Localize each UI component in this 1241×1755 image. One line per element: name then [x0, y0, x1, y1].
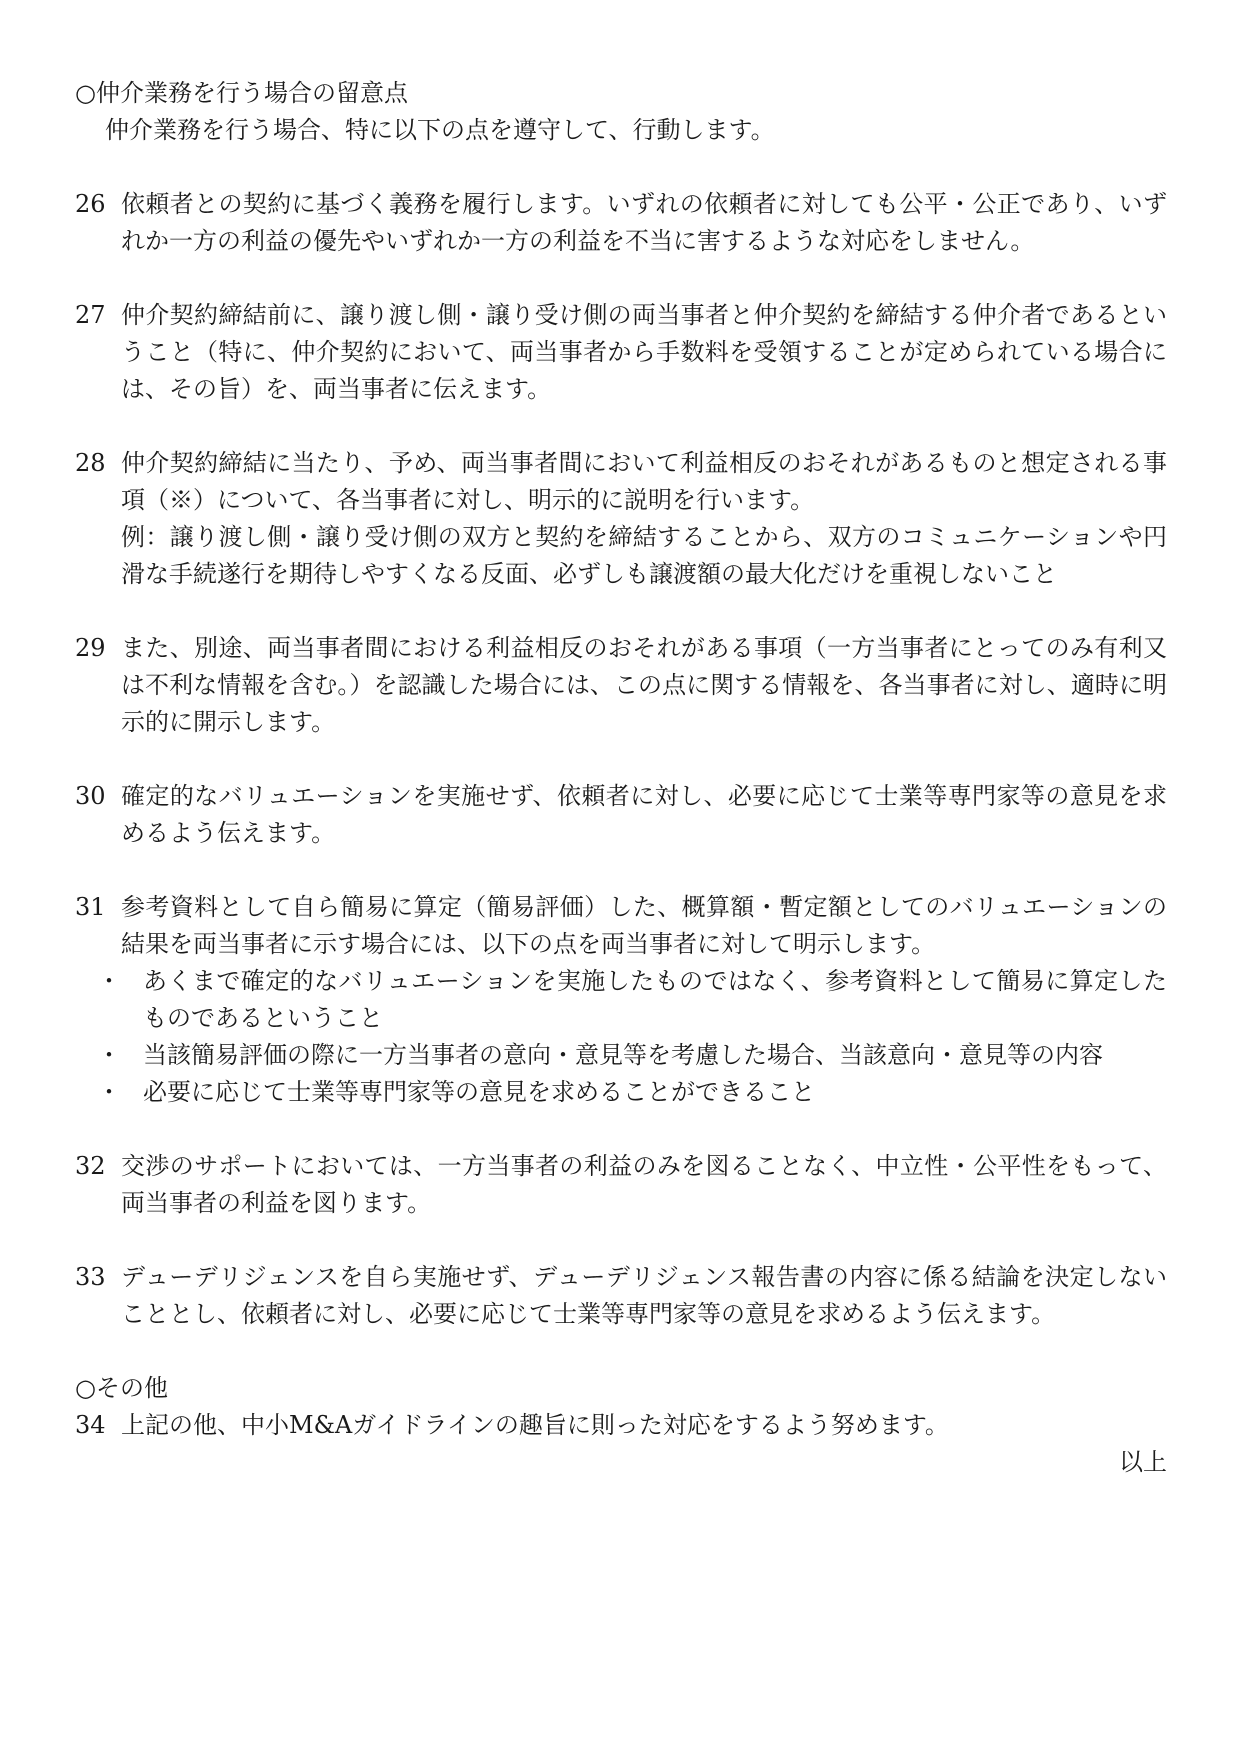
item-text: 上記の他、中小M&Aガイドラインの趣旨に則った対応をするよう努めます。 — [121, 1411, 949, 1439]
bullet-mark: ・ — [97, 1041, 121, 1069]
list-item-30 — [75, 778, 1167, 852]
item-number: 26 — [75, 190, 106, 218]
item-number: 30 — [75, 782, 106, 810]
item-text: 確定的なバリュエーションを実施せず、依頼者に対し、必要に応じて士業等専門家等の意見を求めるよう伝えます。 — [121, 782, 1167, 847]
item-number: 29 — [75, 634, 106, 662]
item-body — [121, 1259, 1167, 1333]
item-number: 28 — [75, 449, 106, 477]
item-body — [121, 186, 1167, 260]
item-number: 31 — [75, 893, 106, 921]
item-body — [121, 297, 1167, 408]
section-intro: 仲介業務を行う場合、特に以下の点を遵守して、行動します。 — [105, 116, 775, 144]
item-number: 34 — [75, 1411, 106, 1439]
item-text: 仲介契約締結前に、譲り渡し側・譲り受け側の両当事者と仲介契約を締結する仲介者であるということ（特に、仲介契約において、両当事者から手数料を受領することが定められている場合には、その旨）を、両当事者に伝えます。 — [121, 301, 1167, 403]
item-text: 依頼者との契約に基づく義務を履行します。いずれの依頼者に対しても公平・公正であり、いずれか一方の利益の優先やいずれか一方の利益を不当に害するような対応をしません。 — [121, 190, 1167, 255]
list-item-32 — [75, 1148, 1167, 1222]
item-body — [121, 1407, 1167, 1444]
bullet-text: 必要に応じて士業等専門家等の意見を求めることができること — [143, 1078, 815, 1106]
item-body — [121, 1148, 1167, 1222]
list-item-27 — [75, 297, 1167, 408]
item-number: 33 — [75, 1263, 106, 1291]
list-item-26 — [75, 186, 1167, 260]
list-item-31 — [75, 889, 1167, 1111]
item-text: 交渉のサポートにおいては、一方当事者の利益のみを図ることなく、中立性・公平性をもって、両当事者の利益を図ります。 — [121, 1152, 1167, 1217]
item-body — [121, 445, 1167, 593]
item-body — [97, 889, 1167, 1111]
list-item-29 — [75, 630, 1167, 741]
item-text: 仲介契約締結に当たり、予め、両当事者間において利益相反のおそれがあるものと想定される事項（※）について、各当事者に対し、明示的に説明を行います。 — [121, 449, 1167, 514]
bullet-item — [75, 963, 1167, 1037]
list-item-28 — [75, 445, 1167, 593]
bullet-mark: ・ — [97, 1078, 121, 1106]
item-text: また、別途、両当事者間における利益相反のおそれがある事項（一方当事者にとってのみ有利又は不利な情報を含む。）を認識した場合には、この点に関する情報を、各当事者に対し、適時に明示的に開示します。 — [121, 634, 1167, 736]
bullet-item — [75, 1037, 1167, 1074]
closing-text: 以上 — [1119, 1448, 1167, 1476]
section-heading-brokerage: ○仲介業務を行う場合の留意点 — [75, 79, 408, 107]
item-number: 32 — [75, 1152, 106, 1180]
item-example: 例：譲り渡し側・譲り受け側の双方と契約を締結することから、双方のコミュニケーションや円滑な手続遂行を期待しやすくなる反面、必ずしも譲渡額の最大化だけを重視しないこと — [121, 523, 1167, 588]
item-number: 27 — [75, 301, 106, 329]
bullet-text: あくまで確定的なバリュエーションを実施したものではなく、参考資料として簡易に算定したものであるということ — [143, 967, 1167, 1032]
bullet-item — [75, 1074, 1167, 1111]
list-item-33 — [75, 1259, 1167, 1333]
section-heading-other: ○その他 — [75, 1374, 168, 1402]
item-body — [121, 630, 1167, 741]
list-item-34 — [75, 1407, 1167, 1444]
bullet-list — [75, 963, 1167, 1111]
item-text: デューデリジェンスを自ら実施せず、デューデリジェンス報告書の内容に係る結論を決定しないこととし、依頼者に対し、必要に応じて士業等専門家等の意見を求めるよう伝えます。 — [121, 1263, 1167, 1328]
document-page — [75, 75, 1167, 1481]
bullet-mark: ・ — [97, 967, 121, 995]
item-text: 参考資料として自ら簡易に算定（簡易評価）した、概算額・暫定額としてのバリュエーションの結果を両当事者に示す場合には、以下の点を両当事者に対して明示します。 — [121, 893, 1167, 958]
item-body — [121, 778, 1167, 852]
bullet-text: 当該簡易評価の際に一方当事者の意向・意見等を考慮した場合、当該意向・意見等の内容 — [143, 1041, 1103, 1069]
